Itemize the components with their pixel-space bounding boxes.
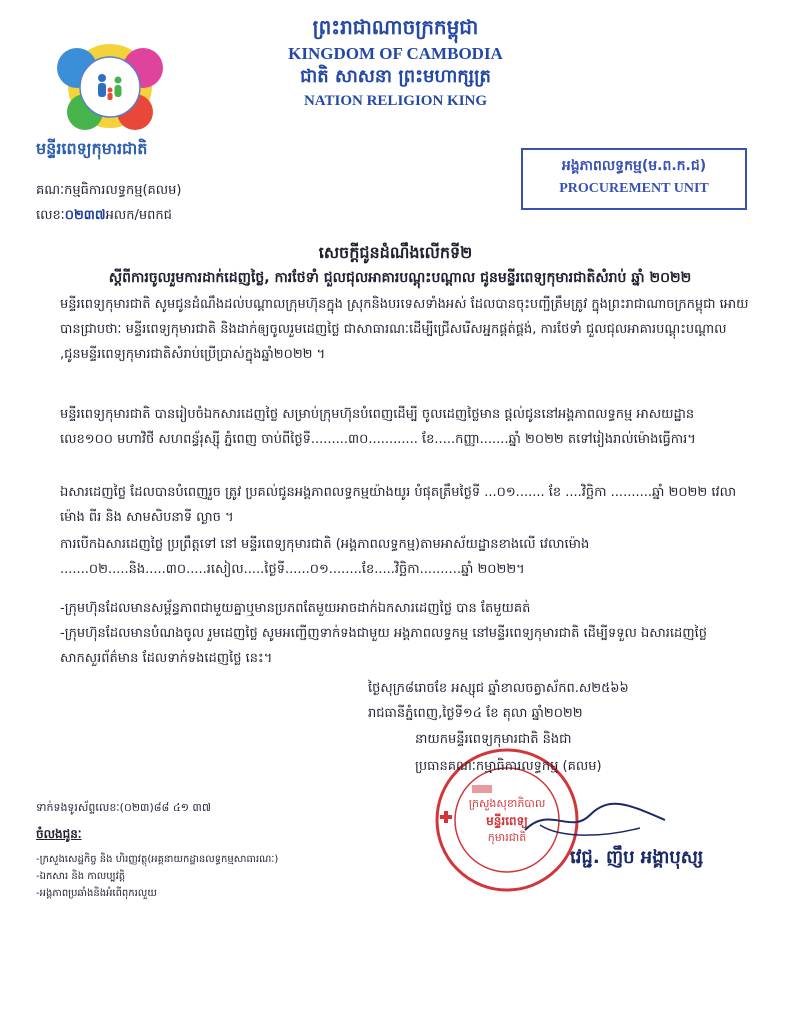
recipient-item: -អង្គភាពប្រឆាំងនិងអំពើពុករលួយ: [36, 888, 157, 899]
procurement-unit-khmer: អង្គភាពលទ្ធកម្ម(ម.ព.ក.ជ): [561, 158, 707, 174]
recipient-item: -ក្រសួងសេដ្ឋកិច្ច និង ហិរញ្ញវត្ថុ(អគ្គនាយកដ្ឋានលទ្ធកម្មសាធារណៈ): [36, 854, 279, 865]
signature: [520, 800, 670, 840]
signer-subtitle: ប្រធានគណៈកម្មាធិការលទ្ធកម្ម (គលម): [415, 759, 602, 774]
notice-subject: ស្ដីពីការចូលរួមការដាក់ដេញថ្លៃ, ការថែទាំ ជួលជុលអាគារបណ្ដុះបណ្ដាល ជូនមន្ទីរពេទ្យកុមារជាតិសំរាប់ ឆ្នាំ ២០២២: [108, 270, 692, 286]
notice-title: សេចក្ដីជូនដំណឹងលើកទី២: [318, 243, 473, 262]
ref-number: ០២៣៧: [64, 208, 106, 223]
signer-name: វេជ្ជ. ញឹប អង្គាបុស្ស: [570, 847, 704, 868]
paragraph-opening: ការបើកឯសារដេញថ្លៃ ប្រព្រឹត្តទៅ នៅ មន្ទីរពេទ្យកុមារជាតិ (អង្គភាពលទ្ធកម្ម)តាមអាស័យដ្ឋានខាងលើ វេលាម៉ោង .......០២.....និង.....៣០.....រសៀល.....ថ្ងៃទី......០១........ខែ.....វិច្ឆិកា..........ឆ្នាំ ២០២២។: [60, 537, 590, 577]
seal-center-sub: កុមារជាតិ: [487, 831, 527, 844]
kingdom-title-english: KINGDOM OF CAMBODIA: [288, 44, 503, 63]
bullet-contact: -ក្រុមហ៊ុនដែលមានបំណងចូល រួមដេញថ្លៃ សូមអញ្ជើញទាក់ទងជាមួយ អង្គភាពលទ្ធកម្ម នៅមន្ទីរពេទ្យកុមារជាតិ ដើម្បីទទួល ឯសារដេញថ្លៃ សាកសួរព័ត៌មាន ដែលទាក់ទងដេញថ្លៃ នេះ។: [60, 626, 707, 666]
paragraph-deadline: ឯសារដេញថ្លៃ ដែលបានបំពេញរួច ត្រូវ ប្រគល់ជូនអង្គភាពលទ្ធកម្មយ៉ាងយូរ បំផុតត្រឹមថ្ងៃទី ...០១....... ខែ ....វិច្ឆិកា ..........ឆ្នាំ ២០២២ វេលាម៉ោង ពីរ និង សាមសិបនាទី ល្ងាច ។: [60, 485, 737, 525]
paragraph-announcement: មន្ទីរពេទ្យកុមារជាតិ សូមជូនដំណឹងដល់បណ្ដាលក្រុមហ៊ុនក្នុង ស្រុកនិងបរទេសទាំងអស់ ដែលបានចុះបញ្ជីត្រឹមត្រូវ ក្នុងព្រះរាជាណាចក្រកម្ពុជា អោយបានជ្រាបថាៈ មន្ទីរពេទ្យកុមារជាតិ និងដាក់ឲ្យចូលរួមដេញថ្លៃ ជាសាធារណៈដើម្បីជ្រើសរើសអ្នកផ្គត់ផ្គង់, ការថែទាំ ជួលជុលអាគារបណ្ដុះបណ្ដាល ,ជូនមន្ទីរពេទ្យកុមារជាតិសំរាប់ប្រើប្រាស់ក្នុងឆ្នាំ២០២២ ។: [60, 297, 749, 362]
ref-suffix: អលក/មពកជ: [105, 208, 172, 223]
telephone: ទាក់ទងទូរស័ព្ទលេខៈ(០២៣)៨៨ ៤១ ៣៧: [36, 801, 211, 814]
signer-title: នាយកមន្ទីរពេទ្យកុមារជាតិ និងជា: [415, 732, 572, 747]
seal-center-text: មន្ទីរពេទ្យ: [486, 814, 528, 828]
seal-ring-text: ក្រសួងសុខាភិបាល: [468, 797, 546, 810]
bullet-single-bid: -ក្រុមហ៊ុនដែលមានសម្ព័ន្ធភាពជាមួយគ្នាឬមានប្រភពតែមួយអាចដាក់ឯកសារដេញថ្លៃ បាន តែមួយគត់: [60, 601, 531, 616]
paragraph-documents: មន្ទីរពេទ្យកុមារជាតិ បានរៀបចំឯកសារដេញថ្លៃ សម្រាប់ក្រុមហ៊ុនបំពេញដើម្បី ចូលដេញថ្លៃមាន ផ្ដល់ជូននៅអង្គភាពលទ្ធកម្ម អាសយដ្ឋាន លេខ១០០ មហាវិថី សហពន្ធ័រុស្ស៊ី ភ្នំពេញ ចាប់ពីថ្ងៃទី.........៣០............ ខែ.....កញ្ញា.......ឆ្នាំ ២០២២ តទៅរៀងរាល់ម៉ោងធ្វើការ។: [60, 407, 696, 447]
date-lunar: ថ្ងៃសុក្រ៨រោចខែ អស្សុជ ឆ្នាំខាលចត្វាស័កព.ស២៥៦៦: [368, 681, 629, 696]
procurement-unit-english: PROCUREMENT UNIT: [559, 181, 709, 196]
recipient-item: -ឯកសារ និង កាលប្បវត្តិ: [36, 871, 126, 882]
ref-prefix: លេខៈ: [36, 208, 65, 223]
hospital-name: មន្ទីរពេទ្យកុមារជាតិ: [36, 139, 148, 158]
motto-khmer: ជាតិ សាសនា ព្រះមហាក្សត្រ: [300, 66, 491, 87]
kingdom-title-khmer: ព្រះរាជាណាចក្រកម្ពុជា: [312, 15, 479, 39]
recipients-title: ចំលងជូនៈ: [36, 827, 82, 841]
committee-name: គណៈកម្មធិការលទ្ធកម្ម(គលម): [36, 183, 182, 198]
motto-english: NATION RELIGION KING: [303, 93, 488, 109]
date-solar: រាជធានីភ្នំពេញ,ថ្ងៃទី១៤ ខែ តុលា ឆ្នាំ២០២២: [368, 706, 583, 721]
procurement-unit-stamp: [521, 148, 747, 210]
reference-number: [36, 207, 172, 226]
